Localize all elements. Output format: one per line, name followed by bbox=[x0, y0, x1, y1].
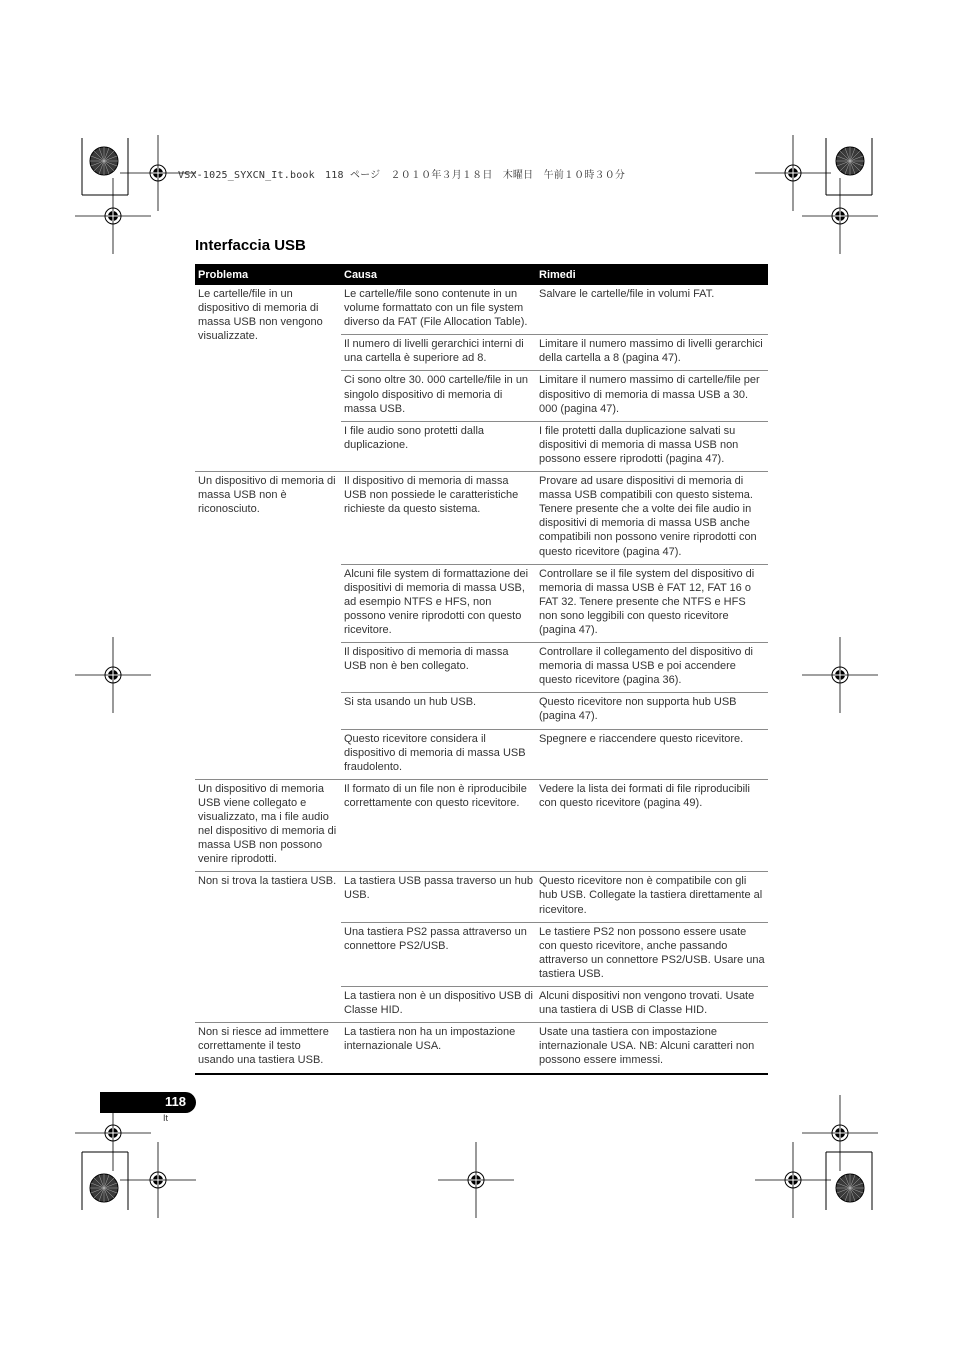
remedy-cell: Usate una tastiera con impostazione internazionale USA. NB: Alcuni caratteri non possono essere immessi. bbox=[536, 1023, 768, 1074]
table-row bbox=[195, 472, 768, 565]
cause-cell: Una tastiera PS2 passa attraverso un connettore PS2/USB. bbox=[341, 922, 536, 986]
problem-cell: Un dispositivo di memoria di massa USB non è riconosciuto. bbox=[195, 472, 341, 780]
remedy-cell: Controllare il collegamento del dispositivo di memoria di massa USB e poi accendere questo ricevitore (pagina 36). bbox=[536, 643, 768, 693]
cause-cell: Il formato di un file non è riproducibile correttamente con questo ricevitore. bbox=[341, 779, 536, 872]
page-number-badge bbox=[100, 1092, 196, 1113]
remedy-cell: Provare ad usare dispositivi di memoria di massa USB compatibili con questo sistema. Tenere presente che a volte dei file audio in dispositivi di memoria di massa USB anche compatibili non possono venire riprodotti con questo ricevitore (pagina 47). bbox=[536, 472, 768, 565]
table-header-row bbox=[195, 264, 768, 285]
problem-cell: Non si trova la tastiera USB. bbox=[195, 872, 341, 1023]
remedy-cell: Alcuni dispositivi non vengono trovati. Usate una tastiera di USB di Classe HID. bbox=[536, 987, 768, 1023]
problem-cell: Non si riesce ad immettere correttamente il testo usando una tastiera USB. bbox=[195, 1023, 341, 1074]
cause-cell: Questo ricevitore considera il dispositivo di memoria di massa USB fraudolento. bbox=[341, 729, 536, 779]
language-code: It bbox=[163, 1113, 169, 1123]
cause-cell: Ci sono oltre 30. 000 cartelle/file in un singolo dispositivo di memoria di massa USB. bbox=[341, 371, 536, 421]
remedy-cell: Limitare il numero massimo di livelli gerarchici della cartella a 8 (pagina 47). bbox=[536, 335, 768, 371]
header-problema: Problema bbox=[195, 264, 341, 285]
section-title: Interfaccia USB bbox=[195, 237, 306, 254]
troubleshooting-table bbox=[195, 264, 768, 1075]
remedy-cell: Spegnere e riaccendere questo ricevitore. bbox=[536, 729, 768, 779]
cause-cell: La tastiera non ha un impostazione internazionale USA. bbox=[341, 1023, 536, 1074]
problem-cell: Le cartelle/file in un dispositivo di memoria di massa USB non vengono visualizzate. bbox=[195, 285, 341, 472]
table-row bbox=[195, 779, 768, 872]
cause-cell: Le cartelle/file sono contenute in un volume formattato con un file system diverso da FAT (File Allocation Table). bbox=[341, 285, 536, 335]
cause-cell: Alcuni file system di formattazione dei dispositivi di memoria di massa USB, ad esempio NTFS e HFS, non possono venire riprodotti con questo ricevitore. bbox=[341, 564, 536, 642]
remedy-cell: I file protetti dalla duplicazione salvati su dispositivi di memoria di massa USB non possono essere riprodotti (pagina 47). bbox=[536, 421, 768, 471]
table-row bbox=[195, 285, 768, 335]
table-row bbox=[195, 872, 768, 922]
cause-cell: Il dispositivo di memoria di massa USB non è ben collegato. bbox=[341, 643, 536, 693]
cause-cell: Il numero di livelli gerarchici interni di una cartella è superiore ad 8. bbox=[341, 335, 536, 371]
troubleshooting-table-container bbox=[195, 264, 768, 1075]
cause-cell: La tastiera non è un dispositivo USB di Classe HID. bbox=[341, 987, 536, 1023]
cause-cell: Si sta usando un hub USB. bbox=[341, 693, 536, 729]
remedy-cell: Questo ricevitore non è compatibile con gli hub USB. Collegate la tastiera direttamente al ricevitore. bbox=[536, 872, 768, 922]
header-rimedi: Rimedi bbox=[536, 264, 768, 285]
header-causa: Causa bbox=[341, 264, 536, 285]
page-number: 118 bbox=[165, 1094, 186, 1109]
remedy-cell: Limitare il numero massimo di cartelle/file per dispositivo di memoria di massa USB a 30. 000 (pagina 47). bbox=[536, 371, 768, 421]
remedy-cell: Le tastiere PS2 non possono essere usate con questo ricevitore, anche passando attraverso un connettore PS2/USB. Usare una tastiera USB. bbox=[536, 922, 768, 986]
remedy-cell: Controllare se il file system del dispositivo di memoria di massa USB è FAT 12, FAT 16 o FAT 32. Tenere presente che NTFS e HFS non sono leggibili con questo ricevitore (pagina 47). bbox=[536, 564, 768, 642]
table-row bbox=[195, 1023, 768, 1074]
print-header: VSX-1025_SYXCN_It.book 118 ページ ２０１０年３月１８日 木曜日 午前１０時３０分 bbox=[178, 170, 626, 181]
problem-cell: Un dispositivo di memoria USB viene collegato e visualizzato, ma i file audio nel dispositivo di memoria di massa USB non possono venire riprodotti. bbox=[195, 779, 341, 872]
cause-cell: Il dispositivo di memoria di massa USB non possiede le caratteristiche richieste da questo sistema. bbox=[341, 472, 536, 565]
cause-cell: I file audio sono protetti dalla duplicazione. bbox=[341, 421, 536, 471]
cause-cell: La tastiera USB passa traverso un hub USB. bbox=[341, 872, 536, 922]
remedy-cell: Questo ricevitore non supporta hub USB (pagina 47). bbox=[536, 693, 768, 729]
remedy-cell: Salvare le cartelle/file in volumi FAT. bbox=[536, 285, 768, 335]
remedy-cell: Vedere la lista dei formati di file riproducibili con questo ricevitore (pagina 49). bbox=[536, 779, 768, 872]
